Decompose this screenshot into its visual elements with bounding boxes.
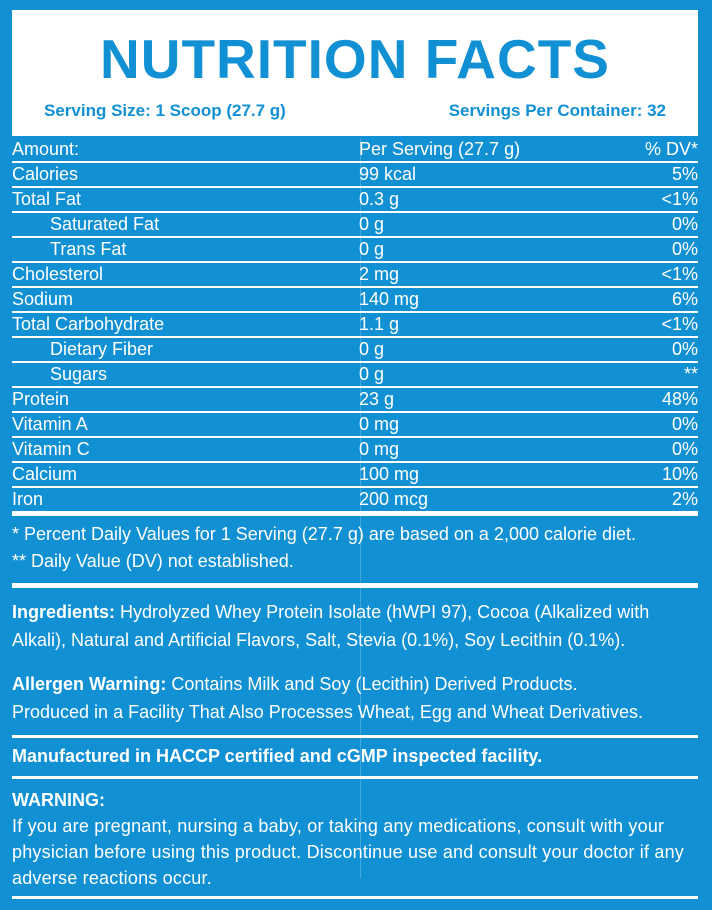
nutrient-value: 0 g [359, 364, 385, 384]
nutrient-dv: ** [683, 364, 698, 384]
column-header-amount: Amount: [12, 139, 80, 159]
table-row-sodium [12, 288, 698, 313]
table-row-total-carbohydrate [12, 313, 698, 338]
nutrient-value: 140 mg [359, 289, 420, 309]
servings-per-container-text: Servings Per Container: 32 [448, 101, 666, 120]
nutrient-dv: 5% [671, 164, 698, 184]
nutrient-name: Trans Fat [50, 239, 127, 259]
nutrient-name: Iron [12, 489, 44, 509]
nutrient-name: Saturated Fat [50, 214, 160, 234]
nutrient-name: Sugars [50, 364, 108, 384]
table-row-total-fat [12, 188, 698, 213]
warning-section [12, 779, 698, 899]
page-title: NUTRITION FACTS [100, 28, 610, 90]
allergen-line-1 [12, 670, 698, 698]
nutrient-name: Protein [12, 389, 70, 409]
footnote-dv-not-established: ** Daily Value (DV) not established. [12, 551, 294, 571]
nutrient-dv: 0% [671, 214, 698, 234]
nutrient-name: Cholesterol [12, 264, 104, 284]
nutrient-dv: 0% [671, 339, 698, 359]
table-row-calcium [12, 463, 698, 488]
warning-text: If you are pregnant, nursing a baby, or taking any medications, consult with your physician before using this product. Discontinue use and consult your doctor if any adverse reactions occur. [12, 816, 684, 888]
warning-label: WARNING: [12, 790, 105, 810]
nutrient-value: 200 mcg [359, 489, 429, 509]
column-header-dv: % DV* [644, 139, 698, 159]
nutrient-dv: 6% [671, 289, 698, 309]
nutrient-name: Dietary Fiber [50, 339, 154, 359]
ingredients-paragraph [12, 598, 698, 654]
nutrient-name: Vitamin C [12, 439, 90, 459]
ingredients-text: Hydrolyzed Whey Protein Isolate (hWPI 97), Cocoa (Alkalized with Alkali), Natural and Artificial Flavors, Salt, Stevia (0.1%), Soy Lecithin (0.1%). [12, 602, 650, 650]
nutrient-value: 0 mg [359, 414, 400, 434]
table-row-calories [12, 163, 698, 188]
nutrient-dv: <1% [661, 264, 698, 284]
nutrient-dv: 10% [661, 464, 698, 484]
footnote-daily-values: * Percent Daily Values for 1 Serving (27.7 g) are based on a 2,000 calorie diet. [12, 524, 637, 544]
nutrient-value: 99 kcal [359, 164, 417, 184]
table-row-sugars [12, 363, 698, 388]
table-row-saturated-fat [12, 213, 698, 238]
nutrient-value: 100 mg [359, 464, 420, 484]
nutrient-name: Calcium [12, 464, 78, 484]
nutrient-value: 23 g [359, 389, 395, 409]
nutrition-table [12, 138, 698, 516]
serving-info-row [12, 88, 698, 121]
nutrient-name: Vitamin A [12, 414, 88, 434]
table-row-dietary-fiber [12, 338, 698, 363]
table-header-row [12, 138, 698, 163]
nutrient-name: Total Fat [12, 189, 82, 209]
table-body [12, 163, 698, 516]
nutrient-value: 1.1 g [359, 314, 400, 334]
nutrient-dv: 0% [671, 239, 698, 259]
table-row-cholesterol [12, 263, 698, 288]
nutrient-name: Sodium [12, 289, 74, 309]
manufactured-statement: Manufactured in HACCP certified and cGMP inspected facility. [12, 735, 698, 779]
nutrient-value: 0 g [359, 239, 385, 259]
allergen-paragraph [12, 670, 698, 726]
nutrient-dv: 48% [661, 389, 698, 409]
nutrient-name: Calories [12, 164, 79, 184]
table-row-iron [12, 488, 698, 516]
ingredients-label: Ingredients: [12, 602, 116, 622]
allergen-line-2: Produced in a Facility That Also Processes Wheat, Egg and Wheat Derivatives. [12, 702, 643, 722]
nutrient-value: 0 mg [359, 439, 400, 459]
nutrient-dv: <1% [661, 189, 698, 209]
nutrient-value: 0.3 g [359, 189, 400, 209]
table-row-protein [12, 388, 698, 413]
nutrient-dv: <1% [661, 314, 698, 334]
allergen-label: Allergen Warning: [12, 674, 167, 694]
footnotes [12, 516, 698, 588]
nutrient-value: 2 mg [359, 264, 400, 284]
serving-size-text: Serving Size: 1 Scoop (27.7 g) [44, 101, 286, 120]
nutrient-dv: 0% [671, 414, 698, 434]
table-row-vitamin-a [12, 413, 698, 438]
table-row-vitamin-c [12, 438, 698, 463]
allergen-text-1: Contains Milk and Soy (Lecithin) Derived Products. [171, 674, 578, 694]
label-header [12, 10, 698, 136]
nutrient-dv: 0% [671, 439, 698, 459]
nutrient-dv: 2% [671, 489, 698, 509]
nutrient-name: Total Carbohydrate [12, 314, 165, 334]
nutrient-value: 0 g [359, 339, 385, 359]
column-header-per-serving: Per Serving (27.7 g) [359, 139, 521, 159]
table-row-trans-fat [12, 238, 698, 263]
nutrient-value: 0 g [359, 214, 385, 234]
